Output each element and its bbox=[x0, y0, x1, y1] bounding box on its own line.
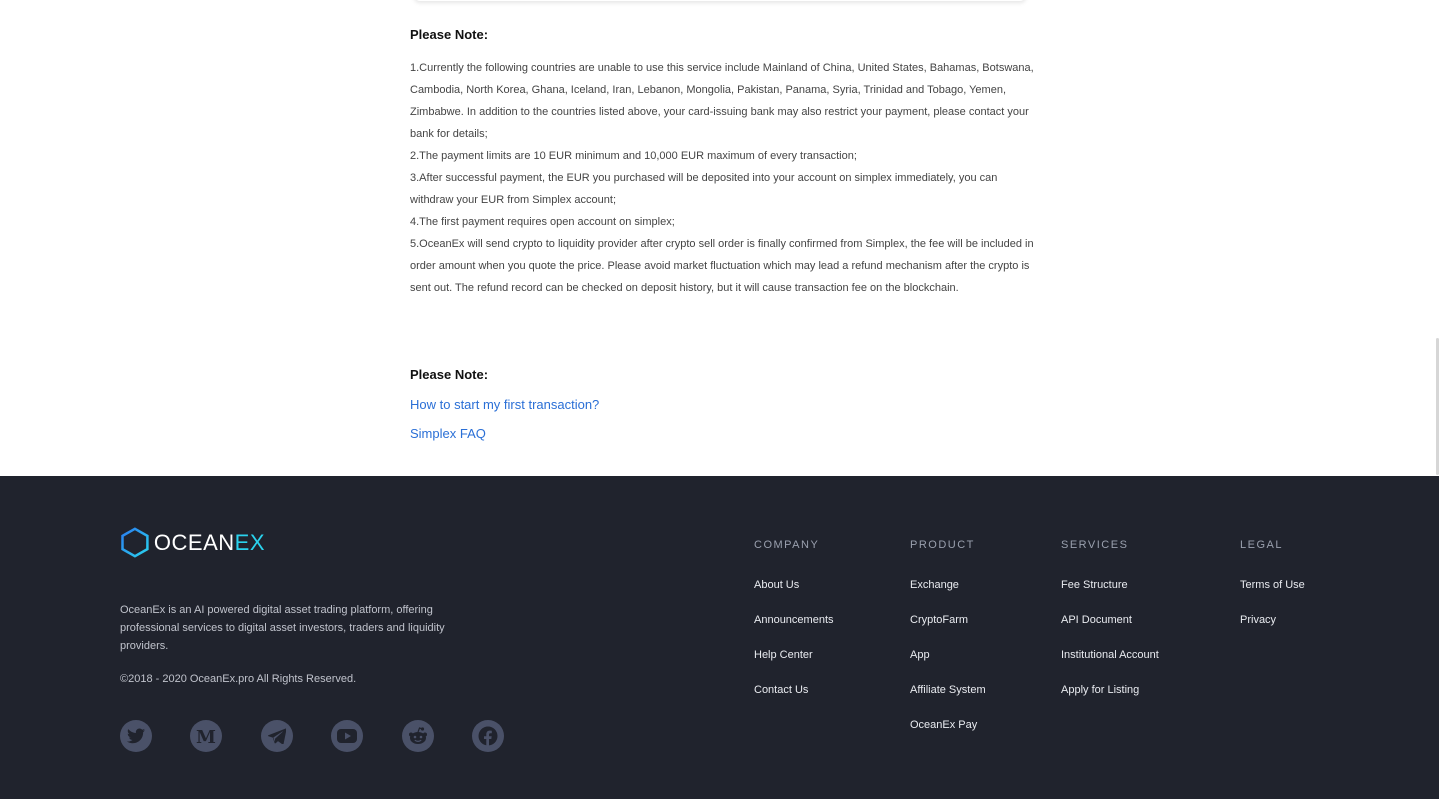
footer-col-services bbox=[1061, 538, 1159, 718]
note-item: 2.The payment limits are 10 EUR minimum and 10,000 EUR maximum of every transaction; bbox=[410, 150, 857, 162]
footer-link-terms-of-use[interactable]: Terms of Use bbox=[1240, 579, 1305, 591]
footer-link-apply-for-listing[interactable]: Apply for Listing bbox=[1061, 684, 1140, 696]
note-item: 5.OceanEx will send crypto to liquidity provider after crypto sell order is finally confirmed from Simplex, the fee will be included in order amount when you quote the price. Please avoid market fluctuation which may lead a refund mechanism after the crypto is sent out. The refund record can be checked on deposit history, but it will cause transaction fee on the blockchain. bbox=[410, 238, 1034, 294]
footer-link-about-us[interactable]: About Us bbox=[754, 579, 800, 591]
logo-wordmark bbox=[154, 530, 265, 556]
logo-wordmark-main: OCEAN bbox=[153, 529, 235, 555]
facebook-icon[interactable] bbox=[472, 720, 504, 752]
notes-list bbox=[410, 57, 1035, 299]
logo-wordmark-accent: EX bbox=[234, 529, 265, 555]
footer-description: OceanEx is an AI powered digital asset trading platform, offering professional services to digital asset investors, traders and liquidity providers. bbox=[120, 604, 445, 652]
site-footer bbox=[0, 476, 1439, 799]
payment-notes bbox=[410, 27, 1035, 299]
footer-col-company bbox=[754, 538, 834, 718]
footer-link-help-center[interactable]: Help Center bbox=[754, 649, 813, 661]
footer-link-announcements[interactable]: Announcements bbox=[754, 614, 834, 626]
social-links bbox=[120, 720, 542, 752]
footer-link-app[interactable]: App bbox=[910, 649, 930, 661]
first-transaction-link[interactable]: How to start my first transaction? bbox=[410, 397, 600, 412]
footer-col-title: SERVICES bbox=[1061, 539, 1129, 551]
footer-col-legal bbox=[1240, 538, 1305, 648]
youtube-icon[interactable] bbox=[331, 720, 363, 752]
footer-link-affiliate-system[interactable]: Affiliate System bbox=[910, 684, 986, 696]
faq-title: Please Note: bbox=[410, 367, 489, 382]
footer-col-title: COMPANY bbox=[754, 539, 820, 551]
note-item: 3.After successful payment, the EUR you purchased will be deposited into your account on simplex immediately, you can withdraw your EUR from Simplex account; bbox=[410, 172, 998, 206]
footer-link-fee-structure[interactable]: Fee Structure bbox=[1061, 579, 1128, 591]
footer-link-privacy[interactable]: Privacy bbox=[1240, 614, 1277, 626]
hexagon-logo-icon bbox=[120, 524, 150, 561]
footer-link-exchange[interactable]: Exchange bbox=[910, 579, 959, 591]
footer-link-contact-us[interactable]: Contact Us bbox=[754, 684, 809, 696]
note-item: 4.The first payment requires open account on simplex; bbox=[410, 216, 675, 228]
telegram-icon[interactable] bbox=[261, 720, 293, 752]
oceanex-logo[interactable] bbox=[120, 524, 265, 561]
svg-text:M: M bbox=[196, 728, 217, 744]
footer-link-cryptofarm[interactable]: CryptoFarm bbox=[910, 614, 969, 626]
notes-title: Please Note: bbox=[410, 27, 489, 42]
footer-col-title: LEGAL bbox=[1240, 539, 1283, 551]
footer-link-api-document[interactable]: API Document bbox=[1061, 614, 1132, 626]
footer-col-product bbox=[910, 538, 986, 753]
footer-copyright: ©2018 - 2020 OceanEx.pro All Rights Reserved. bbox=[120, 673, 357, 685]
reddit-icon[interactable] bbox=[402, 720, 434, 752]
twitter-icon[interactable] bbox=[120, 720, 152, 752]
footer-col-title: PRODUCT bbox=[910, 539, 975, 551]
note-item: 1.Currently the following countries are unable to use this service include Mainland of China, United States, Bahamas, Botswana, Cambodia, North Korea, Ghana, Iceland, Iran, Lebanon, Mongolia, Pakistan, Panama, Syria, Trinidad and Tobago, Yemen, Zimbabwe. In addition to the countries listed above, your card-issuing bank may also restrict your payment, please contact your bank for details; bbox=[410, 62, 1034, 140]
simplex-faq-link[interactable]: Simplex FAQ bbox=[410, 426, 486, 441]
footer-link-institutional-account[interactable]: Institutional Account bbox=[1061, 649, 1159, 661]
footer-link-oceanex-pay[interactable]: OceanEx Pay bbox=[910, 719, 978, 731]
card-bottom-edge bbox=[414, 0, 1026, 1]
medium-icon[interactable] bbox=[190, 720, 222, 752]
